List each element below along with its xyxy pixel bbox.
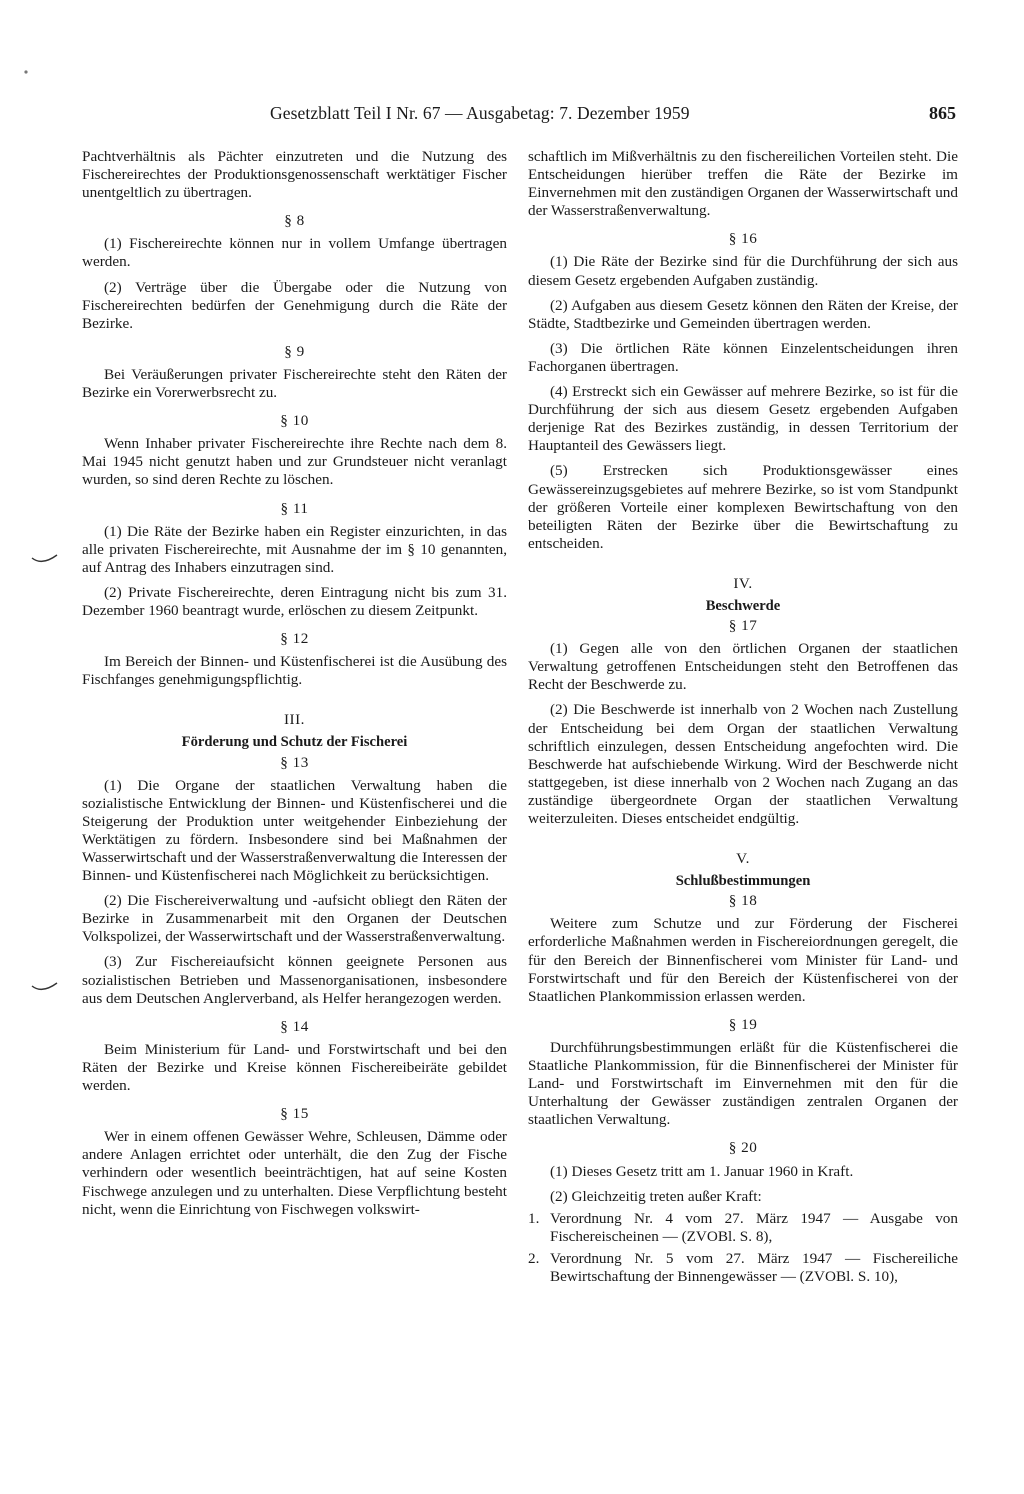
right-column bbox=[528, 148, 958, 1286]
list-item-number: 2. bbox=[528, 1249, 540, 1267]
paragraph: (2) Private Fischereirechte, deren Eintragung nicht bis zum 31. Dezember 1960 beantragt wurde, erlöschen zu diesem Zeitpunkt. bbox=[82, 583, 507, 619]
left-column bbox=[82, 148, 507, 1219]
margin-mark-1 bbox=[22, 68, 30, 76]
continued-paragraph: schaftlich im Mißverhältnis zu den fischereilichen Vorteilen steht. Die Entscheidungen hierüber treffen die Räte der Bezirke im Einvernehmen mit den zuständigen Organen der Wasserwirtschaft und der Wasserstraßenverwaltung. bbox=[528, 148, 958, 220]
part-number: V. bbox=[736, 850, 750, 868]
page-header bbox=[270, 103, 960, 131]
section-heading: § 19 bbox=[728, 1015, 758, 1033]
section-heading: § 12 bbox=[280, 630, 309, 648]
paragraph: Im Bereich der Binnen- und Küstenfischerei ist die Ausübung des Fischfanges genehmigungspflichtig. bbox=[82, 653, 507, 689]
paragraph: Weitere zum Schutze und zur Förderung der Fischerei erforderliche Maßnahmen werden in Fischereiordnungen geregelt, die für den Bereich der Binnenfischerei vom Minister für Land- und Forstwirtschaft und für den Bereich der Küstenfischerei von der Staatlichen Plankommission erlassen werden. bbox=[528, 915, 958, 1005]
list-item bbox=[528, 1250, 958, 1286]
list-item-text: Verordnung Nr. 4 vom 27. März 1947 — Ausgabe von Fischereischeinen — (ZVOBl. S. 8), bbox=[550, 1209, 958, 1245]
section-heading: § 20 bbox=[728, 1139, 758, 1157]
section-heading: § 11 bbox=[280, 499, 309, 517]
part-number: IV. bbox=[733, 574, 753, 592]
continued-paragraph: Pachtverhältnis als Pächter einzutreten und die Nutzung des Fischereirechtes der Produktionsgenossenschaft werktätiger Fischer unentgeltlich zu übertragen. bbox=[82, 148, 507, 202]
section-heading: § 9 bbox=[284, 342, 305, 360]
section-heading: § 16 bbox=[728, 230, 758, 248]
section-heading: § 13 bbox=[280, 753, 309, 771]
paragraph: (1) Dieses Gesetz tritt am 1. Januar 1960 in Kraft. bbox=[550, 1162, 854, 1180]
section-heading: § 10 bbox=[280, 412, 309, 430]
section-heading: § 18 bbox=[728, 892, 758, 910]
paragraph: (5) Erstrecken sich Produktionsgewässer eines Gewässereinzugsgebietes auf mehrere Bezirke, so ist vom Standpunkt der größeren Vorteile einer komplexen Bewirtschaftung von den beteiligten Räten der Bezirke über die Bewirtschaftung zu entscheiden. bbox=[528, 462, 958, 552]
paragraph: (2) Aufgaben aus diesem Gesetz können den Räten der Kreise, der Städte, Stadtbezirke und Gemeinden übertragen werden. bbox=[528, 296, 958, 332]
part-title: Förderung und Schutz der Fischerei bbox=[181, 734, 408, 751]
paragraph: (2) Verträge über die Übergabe oder die Nutzung von Fischereirechten bedürfen der Genehmigung durch die Räte der Bezirke. bbox=[82, 278, 507, 332]
paragraph: (3) Zur Fischereiaufsicht können geeignete Personen aus sozialistischen Betrieben und Massenorganisationen, insbesondere aus dem Deutschen Anglerverband, als Helfer herangezogen werden. bbox=[82, 953, 507, 1007]
paragraph: Beim Ministerium für Land- und Forstwirtschaft und bei den Räten der Bezirke und Kreise können Fischereibeiräte gebildet werden. bbox=[82, 1040, 507, 1095]
paragraph: (4) Erstreckt sich ein Gewässer auf mehrere Bezirke, so ist für die Durchführung der sich aus diesem Gesetz ergebenden Aufgaben derjenige Rat des Bezirkes zuständig, in dessen Territorium der Hauptanteil des Gewässers liegt. bbox=[528, 383, 958, 455]
paragraph: Wer in einem offenen Gewässer Wehre, Schleusen, Dämme oder andere Anlagen errichtet oder unterhält, die den Zug der Fische verhindern oder wesentlich beeinträchtigen, hat auf seine Kosten Fischwege anzulegen und zu unterhalten. Diese Verpflichtung besteht nicht, wenn die Einrichtung von Fischwegen volkswirt- bbox=[82, 1128, 507, 1218]
section-heading: § 14 bbox=[280, 1017, 309, 1035]
paragraph: (3) Die örtlichen Räte können Einzelentscheidungen ihren Fachorganen übertragen. bbox=[528, 339, 958, 375]
paragraph: (2) Die Fischereiverwaltung und -aufsicht obliegt den Räten der Bezirke in Zusammenarbeit mit den Organen der Deutschen Volkspolizei, der Wasserwirtschaft und der Wasserstraßenverwaltung. bbox=[82, 892, 507, 946]
paragraph: (1) Die Räte der Bezirke sind für die Durchführung der sich aus diesem Gesetz ergebenden Aufgaben zuständig. bbox=[528, 253, 958, 289]
paragraph: (1) Die Räte der Bezirke haben ein Register einzurichten, in das alle privaten Fischereirechte, mit Ausnahme der im § 10 genannten, auf Antrag des Inhabers einzutragen sind. bbox=[82, 522, 507, 576]
part-number: III. bbox=[284, 711, 305, 729]
paragraph: Bei Veräußerungen privater Fischereirechte steht den Räten der Bezirke ein Vorerwerbsrecht zu. bbox=[82, 365, 507, 402]
gazette-title: Gesetzblatt Teil I Nr. 67 — Ausgabetag: 7. Dezember 1959 bbox=[270, 103, 690, 123]
margin-mark-2 bbox=[30, 552, 60, 568]
paragraph: (1) Fischereirechte können nur in vollem Umfange übertragen werden. bbox=[82, 235, 507, 271]
paragraph: (1) Gegen alle von den örtlichen Organen der staatlichen Verwaltung getroffenen Entscheidungen steht den Betroffenen das Recht der Beschwerde zu. bbox=[528, 640, 958, 694]
paragraph: (2) Gleichzeitig treten außer Kraft: bbox=[550, 1187, 762, 1205]
part-title: Beschwerde bbox=[705, 597, 781, 614]
section-heading: § 17 bbox=[728, 617, 758, 635]
page-number: 865 bbox=[929, 103, 956, 123]
section-heading: § 8 bbox=[284, 212, 305, 230]
paragraph: (2) Die Beschwerde ist innerhalb von 2 Wochen nach Zustellung der Entscheidung bei dem Organ der staatlichen Verwaltung schriftlich einzulegen, dessen Entscheidung angefochten wird. Die Beschwerde hat aufschiebende Wirkung. Wird der Beschwerde nicht stattgegeben, ist diese innerhalb von 2 Wochen nach Zugang an das zuständige übergeordnete Organ der staatlichen Verwaltung weiterzuleiten. Dieses entscheidet endgültig. bbox=[528, 701, 958, 827]
paragraph: Durchführungsbestimmungen erläßt für die Küstenfischerei die Staatliche Plankommission, für die Binnenfischerei der Minister für Land- und Forstwirtschaft im Einvernehmen mit den für die Unterhaltung der Gewässer zuständigen zentralen Organen der staatlichen Verwaltung. bbox=[528, 1038, 958, 1129]
margin-mark-3 bbox=[30, 980, 60, 996]
paragraph: Wenn Inhaber privater Fischereirechte ihre Rechte nach dem 8. Mai 1945 nicht genutzt haben und zur Grundsteuer nicht veranlagt wurden, so sind deren Rechte zu löschen. bbox=[82, 435, 507, 489]
list-item bbox=[528, 1210, 958, 1246]
paragraph: (1) Die Organe der staatlichen Verwaltung haben die sozialistische Entwicklung der Binnen- und Küstenfischerei und die Steigerung der Produktion unter weitgehender Einbeziehung der Werktätigen zu fördern. Insbesondere sind bei Maßnahmen der Wasserwirtschaft und der Wasserstraßenverwaltung die Interessen der Binnen- und Küstenfischerei nach Möglichkeit zu berücksichtigen. bbox=[82, 776, 507, 885]
part-title: Schlußbestimmungen bbox=[675, 873, 811, 890]
list-item-number: 1. bbox=[528, 1209, 540, 1227]
list-item-text: Verordnung Nr. 5 vom 27. März 1947 — Fischereiliche Bewirtschaftung der Binnengewässer — (ZVOBl. S. 10), bbox=[550, 1249, 958, 1285]
section-heading: § 15 bbox=[280, 1105, 309, 1123]
